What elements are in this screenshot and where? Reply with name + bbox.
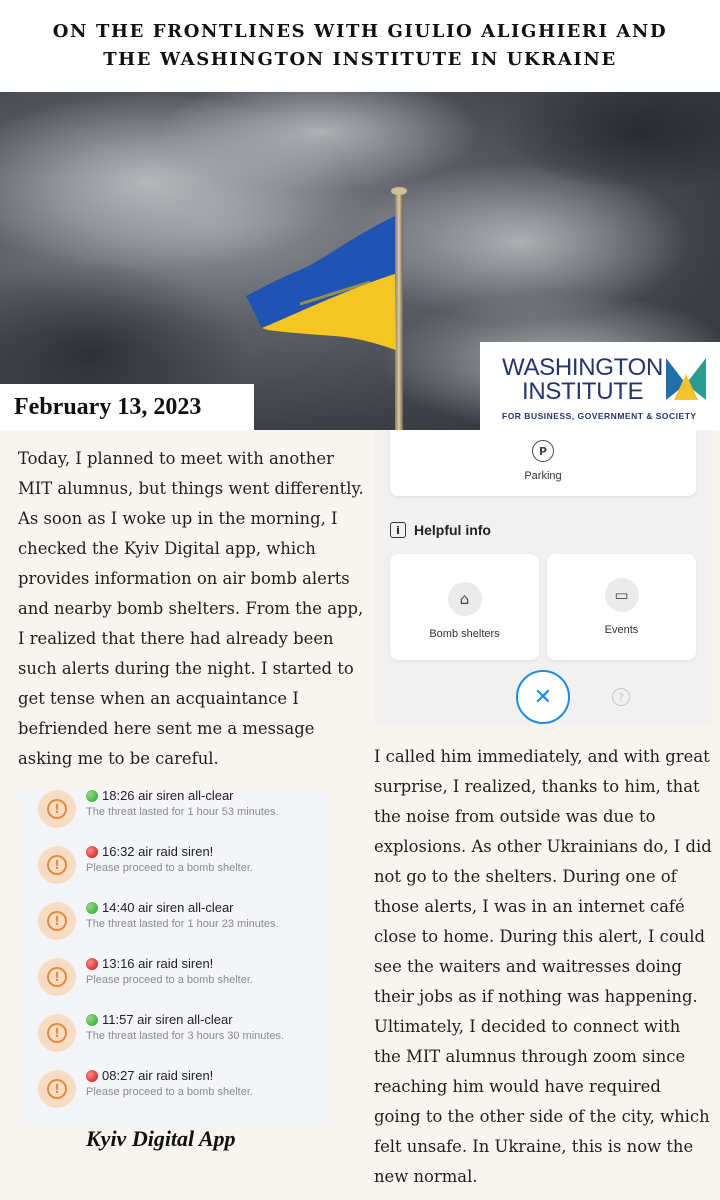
status-dot: [86, 958, 98, 970]
alert-title: 08:27 air raid siren!: [102, 1068, 214, 1083]
alert-subtitle: The threat lasted for 3 hours 30 minutes.: [86, 1030, 285, 1042]
info-icon: i: [390, 522, 406, 538]
image-caption: Kyiv Digital App: [86, 1126, 236, 1151]
status-dot: [86, 790, 98, 802]
ticket-icon: ▭: [605, 578, 639, 612]
status-dot: [86, 846, 98, 858]
alert-title: 18:26 air siren all-clear: [102, 790, 234, 803]
warning-icon: !: [38, 790, 76, 828]
helpful-info-heading: [390, 522, 491, 538]
alerts-list: [20, 790, 330, 1124]
alert-item[interactable]: [38, 790, 328, 840]
status-dot: [86, 1014, 98, 1026]
alert-title: 13:16 air raid siren!: [102, 956, 214, 971]
alert-subtitle: The threat lasted for 1 hour 23 minutes.: [86, 918, 279, 930]
alert-item[interactable]: [38, 896, 328, 952]
events-label: Events: [604, 624, 639, 636]
washington-institute-logo: [480, 342, 720, 430]
logo-mark-icon: [666, 358, 706, 400]
alert-subtitle: Please proceed to a bomb shelter.: [86, 1086, 253, 1098]
bomb-shelters-card[interactable]: [390, 554, 539, 660]
page-title: ON THE FRONTLINES WITH GIULIO ALIGHIERI AND THE WASHINGTON INSTITUTE IN UKRAINE: [52, 21, 668, 70]
logo-line-1: WASHINGTON: [502, 354, 664, 381]
date-label: [0, 384, 254, 430]
warning-icon: !: [38, 958, 76, 996]
parking-icon: P: [532, 440, 554, 462]
header: [0, 0, 720, 92]
parking-card[interactable]: [390, 430, 696, 496]
warning-icon: !: [38, 846, 76, 884]
article-paragraph-left: Today, I planned to meet with another MIT alumnus, but things went differently. As soon as I woke up in the morning, I checked the Kyiv Digital app, which provides information on air bomb alerts and nearby bomb shelters. From the app, I realized that there had already been such alerts during the night. I started to get tense when an acquaintance I befriended here sent me a message asking me to be careful.: [18, 449, 364, 768]
alert-item[interactable]: [38, 1064, 328, 1120]
parking-label: Parking: [524, 470, 562, 482]
alert-item[interactable]: [38, 952, 328, 1008]
alert-subtitle: Please proceed to a bomb shelter.: [86, 974, 253, 986]
close-button[interactable]: ✕: [516, 670, 570, 724]
status-dot: [86, 902, 98, 914]
app-screenshot-menu: [374, 430, 712, 724]
date-text: February 13, 2023: [14, 393, 202, 420]
status-dot: [86, 1070, 98, 1082]
alert-subtitle: Please proceed to a bomb shelter.: [86, 862, 253, 874]
help-icon: ?: [612, 688, 630, 706]
alert-title: 16:32 air raid siren!: [102, 844, 214, 859]
alert-title: 14:40 air siren all-clear: [102, 900, 234, 915]
logo-line-2: INSTITUTE: [522, 378, 644, 405]
bomb-shelters-label: Bomb shelters: [429, 628, 500, 640]
logo-tagline: FOR BUSINESS, GOVERNMENT & SOCIETY: [502, 411, 697, 421]
alert-item[interactable]: [38, 1008, 328, 1064]
events-card[interactable]: [547, 554, 696, 660]
warning-icon: !: [38, 902, 76, 940]
shelter-icon: ⌂: [448, 582, 482, 616]
alert-subtitle: The threat lasted for 1 hour 53 minutes.: [86, 806, 279, 818]
warning-icon: !: [38, 1014, 76, 1052]
helpful-info-title: Helpful info: [414, 522, 491, 538]
alert-title: 11:57 air siren all-clear: [102, 1012, 233, 1027]
alert-item[interactable]: [38, 840, 328, 896]
warning-icon: !: [38, 1070, 76, 1108]
article-paragraph-right: I called him immediately, and with great surprise, I realized, thanks to him, that the noise from outside was due to explosions. As other Ukrainians do, I did not go to the shelters. During one of those alerts, I was in an internet café close to home. During this alert, I could see the waiters and waitresses doing their jobs as if nothing was happening. Ultimately, I decided to connect with the MIT alumnus through zoom since reaching him would have required going to the other side of the city, which felt unsafe. In Ukraine, this is now the new normal.: [374, 747, 712, 1186]
